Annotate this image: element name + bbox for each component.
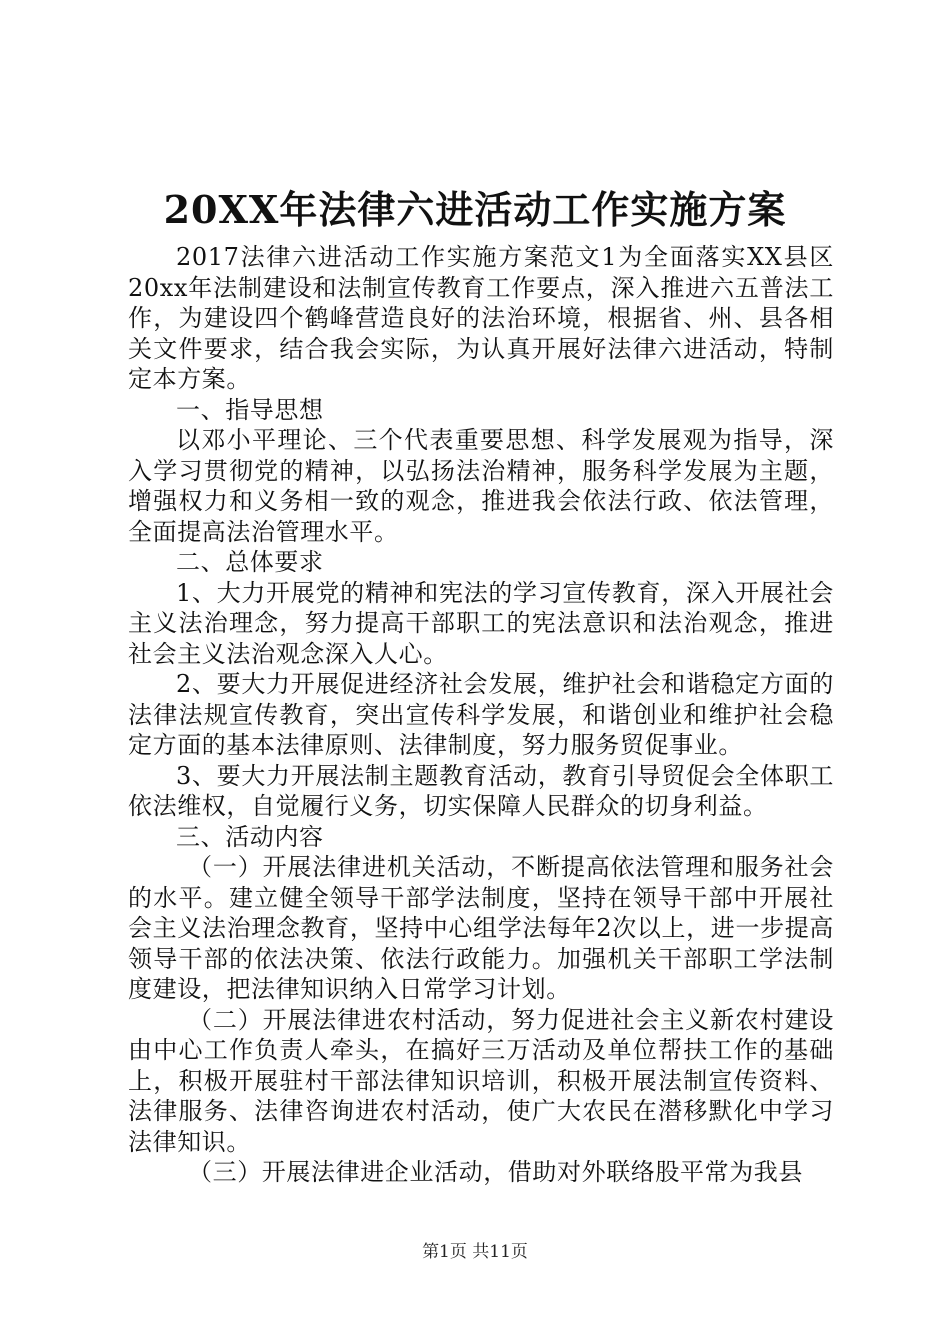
activity-item-3: （三）开展法律进企业活动，借助对外联络股平常为我县	[188, 1158, 803, 1186]
section-heading-general-requirements: 二、总体要求	[176, 548, 324, 576]
requirement-item-1: 1、大力开展党的精神和宪法的学习宣传教育，深入开展社会主义法治理念，努力提高干部职工的宪法意识和法治观念，推进社会主义法治观念深入人心。	[128, 578, 834, 668]
activity-item-1: （一）开展法律进机关活动，不断提高依法管理和服务社会的水平。建立健全领导干部学法制度，坚持在领导干部中开展社会主义法治理念教育，坚持中心组学法每年2次以上，进一步提高领导干部的依法决策、依法行政能力。加强机关干部职工学法制度建设，把法律知识纳入日常学习计划。	[128, 853, 834, 1003]
document-body	[128, 242, 834, 1188]
section-heading-guiding-ideology: 一、指导思想	[176, 395, 324, 424]
intro-paragraph: 2017法律六进活动工作实施方案范文1为全面落实XX县区20xx年法制建设和法制宣传教育工作要点，深入推进六五普法工作，为建设四个鹤峰营造良好的法治环境，根据省、州、县各相关文件要求，结合我会实际，为认真开展好法律六进活动，特制定本方案。	[128, 243, 834, 393]
requirement-item-2: 2、要大力开展促进经济社会发展，维护社会和谐稳定方面的法律法规宣传教育，突出宣传科学发展，和谐创业和维护社会稳定方面的基本法律原则、法律制度，努力服务贸促事业。	[128, 670, 834, 759]
section-heading-activity-content: 三、活动内容	[176, 822, 324, 851]
requirement-item-3: 3、要大力开展法制主题教育活动，教育引导贸促会全体职工依法维权，自觉履行义务，切实保障人民群众的切身利益。	[128, 761, 834, 820]
page-number-footer: 第1页 共11页	[422, 1242, 528, 1262]
document-title: 20XX年法律六进活动工作实施方案	[163, 187, 787, 232]
activity-item-2: （二）开展法律进农村活动，努力促进社会主义新农村建设由中心工作负责人牵头，在搞好三万活动及单位帮扶工作的基础上，积极开展驻村干部法律知识培训，积极开展法制宣传资料、法律服务、法律咨询进农村活动，使广大农民在潜移默化中学习法律知识。	[128, 1005, 834, 1156]
guiding-ideology-paragraph: 以邓小平理论、三个代表重要思想、科学发展观为指导，深入学习贯彻党的精神，以弘扬法治精神，服务科学发展为主题，增强权力和义务相一致的观念，推进我会依法行政、依法管理，全面提高法治管理水平。	[128, 426, 834, 546]
